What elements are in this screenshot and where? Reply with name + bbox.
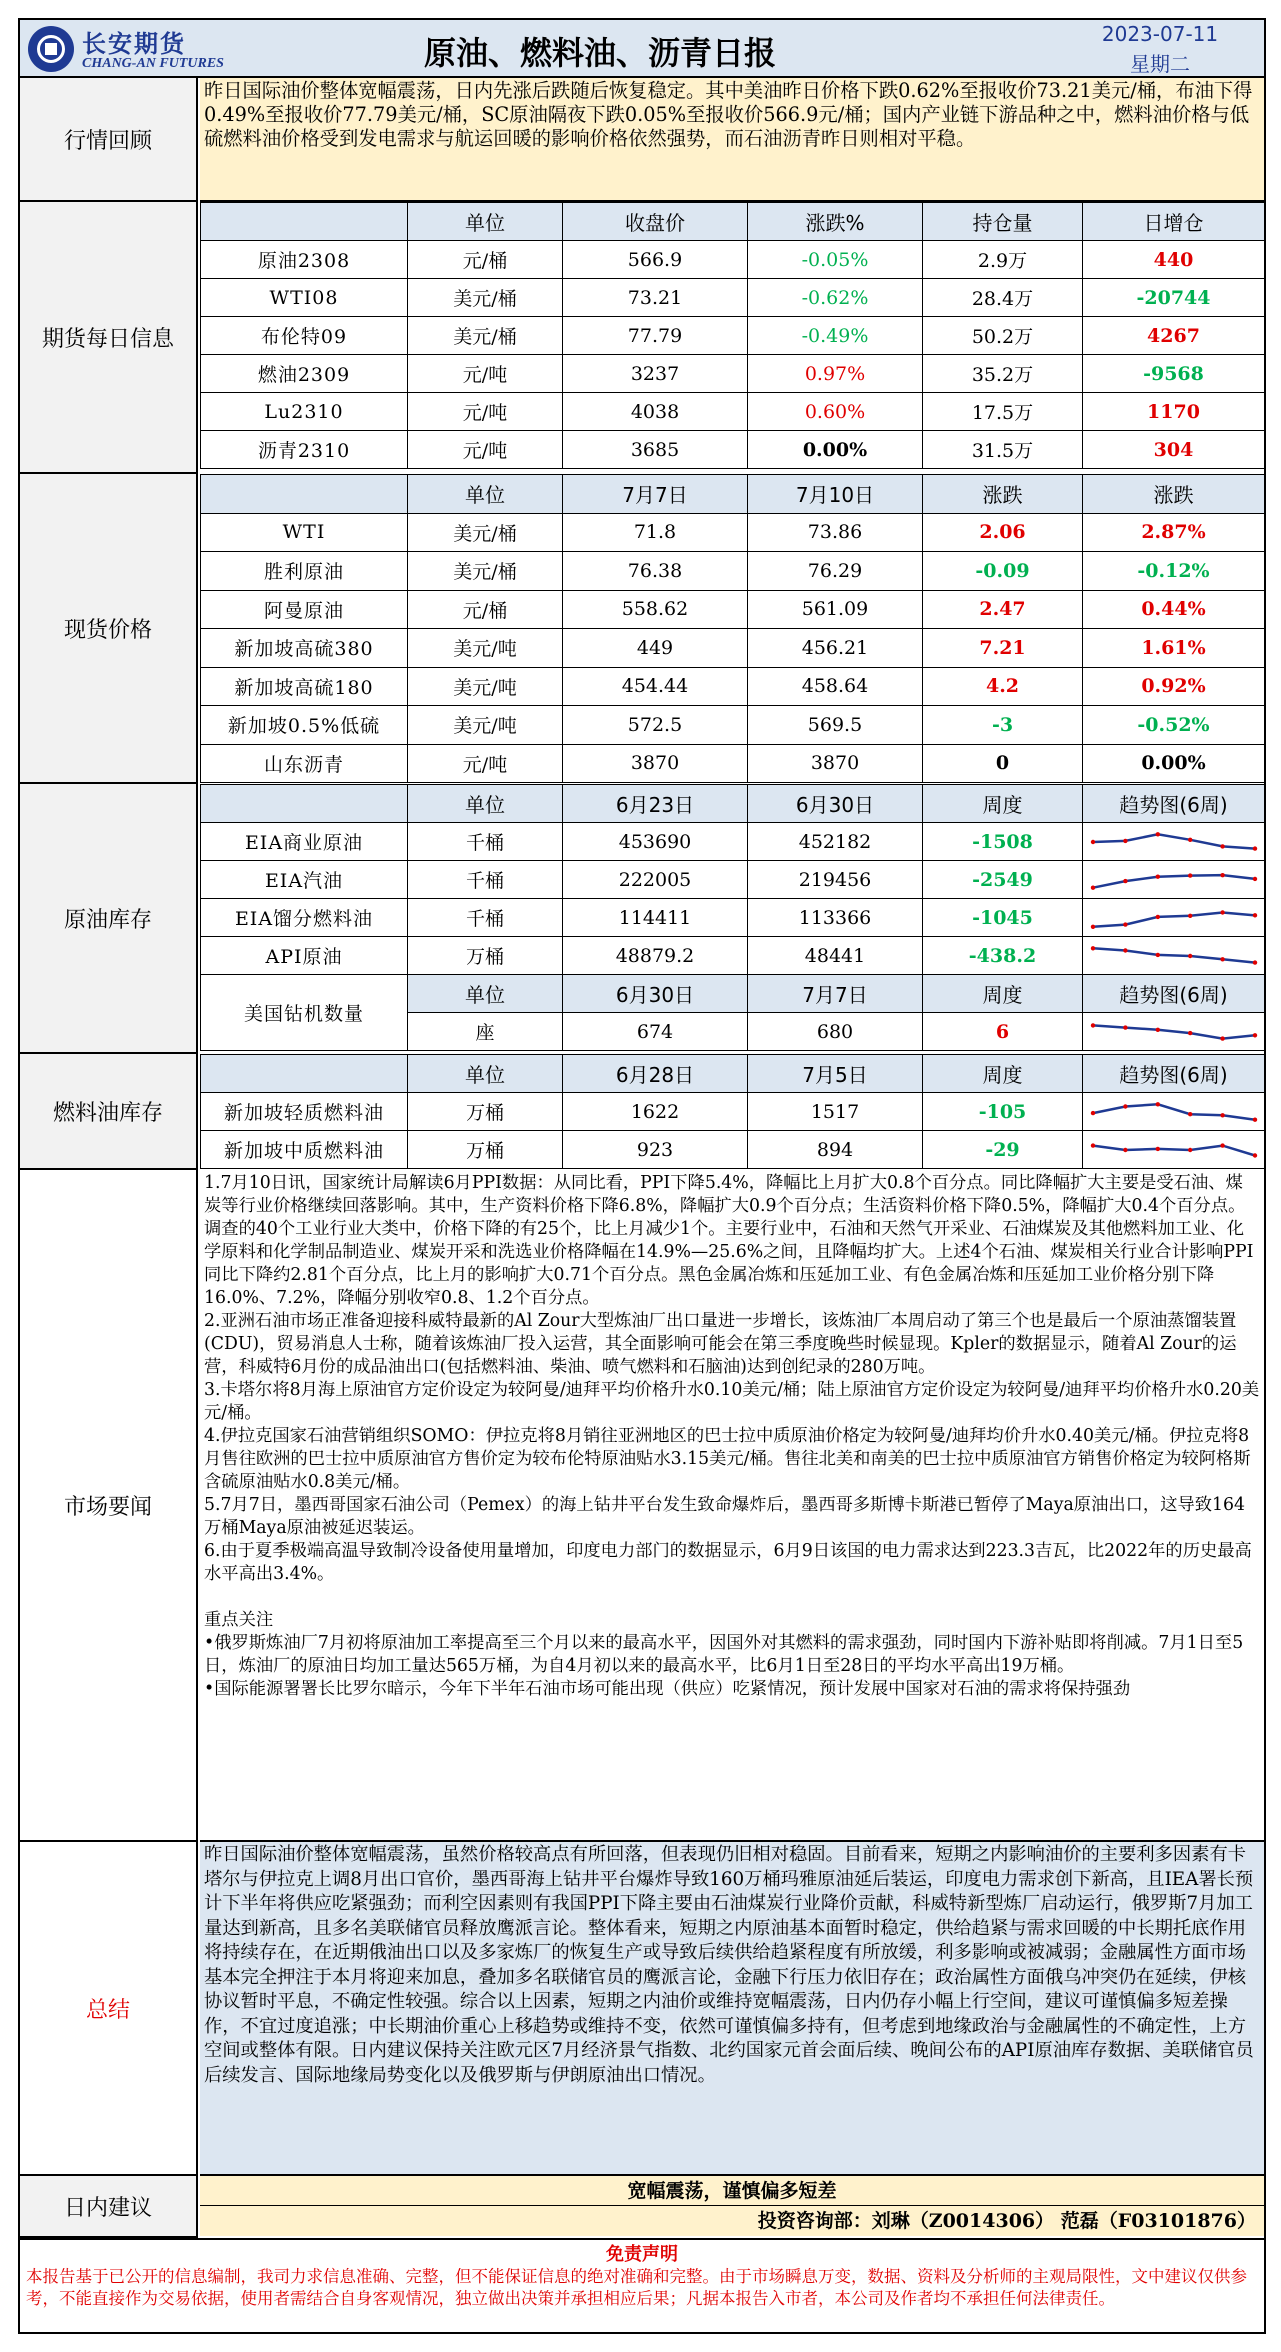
section-news-label: 市场要闻 <box>20 1170 198 1842</box>
weekly-change-cell: -1508 <box>923 823 1083 861</box>
table-row <box>201 861 1265 899</box>
pct-cell: 0.92% <box>1083 667 1265 706</box>
logo-en: CHANG-AN FUTURES <box>82 56 224 71</box>
open-interest-cell: 2.9万 <box>923 241 1083 279</box>
oi-change-cell: -9568 <box>1083 355 1265 393</box>
table-row <box>201 667 1265 706</box>
row-name: 燃油2309 <box>201 355 408 393</box>
row-name: WTI08 <box>201 279 408 317</box>
row-name: 新加坡中质燃料油 <box>201 1131 408 1169</box>
summary-text: 昨日国际油价整体宽幅震荡，虽然价格较高点有所回落，但表现仍旧相对稳固。目前看来，短期之内影响油价的主要利多因素有卡塔尔与伊拉克上调8月出口官价，墨西哥海上钻井平台爆炸导致160万桶玛雅原油延后装运，印度电力需求创下新高，且IEA署长预计下半年将供应吃紧强劲；而利空因素则有我国PPI下降主要由石油煤炭行业降价贡献，科威特新型炼厂启动运行，俄罗斯7月加工量达到新高，且多名美联储官员释放鹰派言论。整体看来，短期之内原油基本面暂时稳定，供给趋紧与需求回暖的中长期托底作用将持续存在，在近期俄油出口以及多家炼厂的恢复生产或导致后续供给趋紧程度有所放缓，利多影响或被减弱；金融属性方面市场基本完全押注于本月将迎来加息，叠加多名联储官员的鹰派言论，金融下行压力依旧存在；政治属性方面俄乌冲突仍在延续，伊核协议暂时平息，不确定性较强。综合以上因素，短期之内油价或维持宽幅震荡，日内仍存小幅上行空间，建议可谨慎偏多短差操作，不宜过度追涨；中长期油价重心上移趋势或维持不变，依然可谨慎偏多持有，但考虑到地缘政治与金融属性的不确定性，上方空间或整体有限。日内建议保持关注欧元区7月经济景气指数、北约国家元首会面后续、晚间公布的API原油库存数据、美联储官员后续发言、国际地缘局势变化以及俄罗斯与伊朗原油出口情况。 <box>200 1842 1264 2176</box>
value-cell: 1622 <box>563 1093 748 1131</box>
unit-cell: 元/吨 <box>408 393 563 431</box>
trend-cell <box>1083 861 1265 899</box>
trend-point <box>1155 1027 1159 1031</box>
trend-line <box>1093 1145 1255 1155</box>
section-summary-label: 总结 <box>20 1842 198 2176</box>
pct-cell: 0.00% <box>1083 744 1265 783</box>
trend-point <box>1123 1147 1127 1151</box>
weekly-change-cell: -29 <box>923 1131 1083 1169</box>
price-cell: 3870 <box>748 744 923 783</box>
rig-name: 美国钻机数量 <box>201 975 408 1051</box>
report-page <box>18 18 1266 2334</box>
oi-change-cell: 304 <box>1083 431 1265 469</box>
pct-cell: 0.44% <box>1083 590 1265 629</box>
column-header: 单位 <box>408 975 563 1013</box>
change-cell: 4.2 <box>923 667 1083 706</box>
trend-point <box>1155 914 1159 918</box>
column-header: 7月5日 <box>748 1055 923 1093</box>
section-advice-label: 日内建议 <box>20 2176 198 2238</box>
column-header: 6月28日 <box>563 1055 748 1093</box>
value-cell: 452182 <box>748 823 923 861</box>
column-header <box>201 475 408 514</box>
unit-cell: 美元/桶 <box>408 279 563 317</box>
row-name: EIA汽油 <box>201 861 408 899</box>
table-row <box>201 241 1265 279</box>
report-date: 2023-07-11 <box>1101 22 1219 46</box>
trend-point <box>1155 1102 1159 1106</box>
trend-sparkline <box>1089 865 1259 895</box>
open-interest-cell: 35.2万 <box>923 355 1083 393</box>
trend-point <box>1155 952 1159 956</box>
column-header: 单位 <box>408 475 563 514</box>
row-name: 布伦特09 <box>201 317 408 355</box>
section-fuel-inv-label: 燃料油库存 <box>20 1054 198 1170</box>
column-header: 周度 <box>923 1055 1083 1093</box>
unit-cell: 美元/吨 <box>408 667 563 706</box>
report-title: 原油、燃料油、沥青日报 <box>423 34 776 72</box>
news-paragraph: 1.7月10日讯，国家统计局解读6月PPI数据：从同比看，PPI下降5.4%，降幅比上月扩大0.8个百分点。同比降幅扩大主要是受石油、煤炭等行业价格继续回落影响。其中，生产资料价格下降6.8%，降幅扩大0.9个百分点；生活资料价格下降0.5%，降幅扩大0.4个百分点。调查的40个工业行业大类中，价格下降的有25个，比上月减少1个。主要行业中，石油和天然气开采业、石油煤炭及其他燃料加工业、化学原料和化学制品制造业、煤炭开采和洗选业价格降幅在14.9%—25.6%之间，且降幅均扩大。上述4个石油、煤炭相关行业合计影响PPI同比下降约2.81个百分点，比上月的影响扩大0.71个百分点。黑色金属冶炼和压延加工业、有色金属冶炼和压延加工业价格分别下降16.0%、7.2%，降幅分别收窄0.8、1.2个百分点。 <box>204 1173 1254 1308</box>
unit-cell: 千桶 <box>408 861 563 899</box>
column-header: 单位 <box>408 1055 563 1093</box>
column-header: 日增仓 <box>1083 203 1265 241</box>
trend-point <box>1188 1147 1192 1151</box>
fuel-inv-table <box>200 1054 1265 1169</box>
trend-point <box>1220 957 1224 961</box>
change-cell: 2.47 <box>923 590 1083 629</box>
column-header: 持仓量 <box>923 203 1083 241</box>
column-header: 6月23日 <box>563 785 748 823</box>
trend-point <box>1188 837 1192 841</box>
price-cell: 73.86 <box>748 513 923 552</box>
unit-cell: 元/桶 <box>408 241 563 279</box>
trend-point <box>1155 832 1159 836</box>
unit-cell: 千桶 <box>408 823 563 861</box>
table-row <box>201 590 1265 629</box>
row-name: Lu2310 <box>201 393 408 431</box>
trend-cell <box>1083 1131 1265 1169</box>
trend-point <box>1123 922 1127 926</box>
trend-point <box>1188 913 1192 917</box>
oi-change-cell: -20744 <box>1083 279 1265 317</box>
trend-point <box>1090 946 1094 950</box>
change-cell: -0.09 <box>923 552 1083 591</box>
oi-change-cell: 4267 <box>1083 317 1265 355</box>
table-header-row <box>201 475 1265 514</box>
value-cell: 894 <box>748 1131 923 1169</box>
price-cell: 76.38 <box>563 552 748 591</box>
futures-table <box>200 202 1265 469</box>
change-cell: -0.49% <box>748 317 923 355</box>
column-header: 趋势图(6周) <box>1083 785 1265 823</box>
unit-cell: 美元/桶 <box>408 317 563 355</box>
column-header: 收盘价 <box>563 203 748 241</box>
open-interest-cell: 28.4万 <box>923 279 1083 317</box>
unit-cell: 千桶 <box>408 899 563 937</box>
disclaimer-title: 免责声明 <box>606 2244 678 2265</box>
value-cell: 222005 <box>563 861 748 899</box>
consultant-text: 投资咨询部：刘琳（Z0014306） 范磊（F03101876） <box>200 2206 1264 2236</box>
section-review-label: 行情回顾 <box>20 78 198 202</box>
price-cell: 76.29 <box>748 552 923 591</box>
close-cell: 3685 <box>563 431 748 469</box>
news-paragraph: •国际能源署署长比罗尔暗示，今年下半年石油市场可能出现（供应）吃紧情况，预计发展中国家对石油的需求将保持强劲 <box>204 1679 1131 1699</box>
trend-cell <box>1083 937 1265 975</box>
column-header: 7月10日 <box>748 475 923 514</box>
value-cell: 219456 <box>748 861 923 899</box>
change-cell: -0.62% <box>748 279 923 317</box>
trend-point <box>1188 1030 1192 1034</box>
weekly-change-cell: 6 <box>923 1013 1083 1051</box>
unit-cell: 万桶 <box>408 937 563 975</box>
table-header-row <box>201 785 1265 823</box>
change-cell: 0 <box>923 744 1083 783</box>
news-paragraph: 4.伊拉克国家石油营销组织SOMO：伊拉克将8月销往亚洲地区的巴士拉中质原油价格定为较阿曼/迪拜均价升水0.40美元/桶。伊拉克将8月售往欧洲的巴士拉中质原油官方售价定为较布伦特原油贴水3.15美元/桶。售往北美和南美的巴士拉中质原油官方销售价格定为较阿格斯含硫原油贴水0.8美元/桶。 <box>204 1426 1251 1492</box>
change-cell: -0.05% <box>748 241 923 279</box>
column-header <box>201 785 408 823</box>
trend-cell <box>1083 823 1265 861</box>
trend-point <box>1220 1113 1224 1117</box>
table-row <box>201 552 1265 591</box>
unit-cell: 美元/桶 <box>408 513 563 552</box>
trend-point <box>1090 885 1094 889</box>
trend-line <box>1093 875 1255 888</box>
value-cell: 923 <box>563 1131 748 1169</box>
table-row <box>201 744 1265 783</box>
table-row <box>201 899 1265 937</box>
close-cell: 3237 <box>563 355 748 393</box>
news-paragraph: •俄罗斯炼油厂7月初将原油加工率提高至三个月以来的最高水平，因国外对其燃料的需求强劲，同时国内下游补贴即将削减。7月1日至5日，炼油厂的原油日均加工量达565万桶，为自4月初以来的最高水平，比6月1日至28日的平均水平高出19万桶。 <box>204 1633 1244 1676</box>
trend-point <box>1252 1117 1256 1121</box>
column-header: 涨跌 <box>923 475 1083 514</box>
trend-point <box>1220 872 1224 876</box>
trend-point <box>1188 953 1192 957</box>
unit-cell: 元/吨 <box>408 431 563 469</box>
row-name: 原油2308 <box>201 241 408 279</box>
change-cell: 2.06 <box>923 513 1083 552</box>
weekly-change-cell: -438.2 <box>923 937 1083 975</box>
close-cell: 566.9 <box>563 241 748 279</box>
column-header: 单位 <box>408 203 563 241</box>
advice-text: 宽幅震荡，谨慎偏多短差 <box>200 2176 1264 2206</box>
price-cell: 558.62 <box>563 590 748 629</box>
trend-sparkline <box>1089 903 1259 933</box>
value-cell: 674 <box>563 1013 748 1051</box>
column-header: 涨跌% <box>748 203 923 241</box>
column-header: 趋势图(6周) <box>1083 975 1265 1013</box>
row-name: API原油 <box>201 937 408 975</box>
row-name: 新加坡0.5%低硫 <box>201 706 408 745</box>
trend-point <box>1155 874 1159 878</box>
value-cell: 680 <box>748 1013 923 1051</box>
news-paragraph: 2.亚洲石油市场正准备迎接科威特最新的Al Zour大型炼油厂出口量进一步增长，该炼油厂本周启动了第三个也是最后一个原油蒸馏装置(CDU)，贸易消息人士称，随着该炼油厂投入运营，其全面影响可能会在第三季度晚些时候显现。Kpler的数据显示，随着Al Zour的运营，科威特6月份的成品油出口(包括燃料油、柴油、喷气燃料和石脑油)达到创纪录的280万吨。 <box>204 1311 1237 1377</box>
oi-change-cell: 440 <box>1083 241 1265 279</box>
section-futures-label: 期货每日信息 <box>20 202 198 474</box>
close-cell: 77.79 <box>563 317 748 355</box>
trend-line <box>1093 1025 1255 1038</box>
price-cell: 572.5 <box>563 706 748 745</box>
table-row <box>201 937 1265 975</box>
trend-cell <box>1083 899 1265 937</box>
advice-box <box>200 2176 1264 2238</box>
price-cell: 561.09 <box>748 590 923 629</box>
trend-point <box>1090 1143 1094 1147</box>
logo-icon <box>28 26 74 72</box>
section-spot-label: 现货价格 <box>20 474 198 784</box>
weekly-change-cell: -105 <box>923 1093 1083 1131</box>
table-row <box>201 513 1265 552</box>
column-header: 单位 <box>408 785 563 823</box>
crude-inv-table <box>200 784 1265 1051</box>
section-crude-inv-label: 原油库存 <box>20 784 198 1054</box>
trend-point <box>1123 1104 1127 1108</box>
trend-point <box>1220 1036 1224 1040</box>
row-name: 胜利原油 <box>201 552 408 591</box>
column-header: 7月7日 <box>563 475 748 514</box>
table-row <box>201 431 1265 469</box>
trend-point <box>1252 846 1256 850</box>
trend-point <box>1188 1112 1192 1116</box>
trend-point <box>1123 948 1127 952</box>
row-name: 沥青2310 <box>201 431 408 469</box>
trend-sparkline <box>1089 827 1259 857</box>
table-row <box>201 393 1265 431</box>
column-header: 周度 <box>923 975 1083 1013</box>
change-cell: 0.60% <box>748 393 923 431</box>
change-cell: 7.21 <box>923 629 1083 668</box>
pct-cell: -0.12% <box>1083 552 1265 591</box>
row-name: 新加坡轻质燃料油 <box>201 1093 408 1131</box>
trend-line <box>1093 834 1255 848</box>
change-cell: -3 <box>923 706 1083 745</box>
row-name: EIA馏分燃料油 <box>201 899 408 937</box>
row-name: EIA商业原油 <box>201 823 408 861</box>
close-cell: 73.21 <box>563 279 748 317</box>
trend-point <box>1252 960 1256 964</box>
report-header <box>20 20 1264 78</box>
column-header <box>201 203 408 241</box>
close-cell: 4038 <box>563 393 748 431</box>
news-paragraph: 3.卡塔尔将8月海上原油官方定价设定为较阿曼/迪拜平均价格升水0.10美元/桶；陆上原油官方定价设定为较阿曼/迪拜平均价格升水0.20美元/桶。 <box>204 1380 1260 1423</box>
trend-sparkline <box>1089 941 1259 971</box>
logo-cn: 长安期货 <box>82 30 186 58</box>
review-text: 昨日国际油价整体宽幅震荡，日内先涨后跌随后恢复稳定。其中美油昨日价格下跌0.62%至报收价73.21美元/桶，布油下得0.49%至报收价77.79美元/桶，SC原油隔夜下跌0.05%至报收价566.9元/桶；国内产业链下游品种之中，燃料油价格与低硫燃料油价格受到发电需求与航运回暖的影响价格依然强势，而石油沥青昨日则相对平稳。 <box>200 78 1264 202</box>
column-header: 涨跌 <box>1083 475 1265 514</box>
price-cell: 71.8 <box>563 513 748 552</box>
rig-header-row <box>201 975 1265 1013</box>
column-header: 6月30日 <box>748 785 923 823</box>
trend-point <box>1090 1023 1094 1027</box>
trend-point <box>1220 1143 1224 1147</box>
table-row <box>201 355 1265 393</box>
table-row <box>201 1093 1265 1131</box>
disclaimer-text: 本报告基于已公开的信息编制，我司力求信息准确、完整，但不能保证信息的绝对准确和完整。由于市场瞬息万变，数据、资料及分析师的主观局限性，文中建议仅供参考，不能直接作为交易依据，使用者需结合自身客观情况，独立做出决策并承担相应后果；凡据本报告入市者，本公司及作者均不承担任何法律责任。 <box>26 2267 1247 2308</box>
unit-cell: 万桶 <box>408 1093 563 1131</box>
price-cell: 569.5 <box>748 706 923 745</box>
trend-point <box>1123 1025 1127 1029</box>
trend-point <box>1252 1153 1256 1157</box>
news-paragraph <box>204 1586 1260 1609</box>
open-interest-cell: 31.5万 <box>923 431 1083 469</box>
unit-cell: 美元/吨 <box>408 629 563 668</box>
price-cell: 449 <box>563 629 748 668</box>
news-text <box>200 1170 1264 1842</box>
trend-point <box>1252 1033 1256 1037</box>
trend-point <box>1220 910 1224 914</box>
table-header-row <box>201 1055 1265 1093</box>
trend-sparkline <box>1089 1135 1259 1165</box>
table-row <box>201 317 1265 355</box>
unit-cell: 元/吨 <box>408 744 563 783</box>
table-row <box>201 279 1265 317</box>
table-row <box>201 706 1265 745</box>
price-cell: 454.44 <box>563 667 748 706</box>
trend-sparkline <box>1089 1017 1259 1047</box>
price-cell: 456.21 <box>748 629 923 668</box>
open-interest-cell: 50.2万 <box>923 317 1083 355</box>
trend-line <box>1093 912 1255 926</box>
row-name: 阿曼原油 <box>201 590 408 629</box>
row-name: 山东沥青 <box>201 744 408 783</box>
trend-point <box>1090 839 1094 843</box>
trend-point <box>1123 878 1127 882</box>
table-row <box>201 823 1265 861</box>
trend-cell <box>1083 1093 1265 1131</box>
column-header: 7月7日 <box>748 975 923 1013</box>
column-header: 趋势图(6周) <box>1083 1055 1265 1093</box>
column-header: 周度 <box>923 785 1083 823</box>
trend-point <box>1090 1110 1094 1114</box>
unit-cell: 座 <box>408 1013 563 1051</box>
unit-cell: 元/吨 <box>408 355 563 393</box>
pct-cell: 1.61% <box>1083 629 1265 668</box>
price-cell: 458.64 <box>748 667 923 706</box>
change-cell: 0.00% <box>748 431 923 469</box>
trend-line <box>1093 1104 1255 1119</box>
row-name: 新加坡高硫180 <box>201 667 408 706</box>
oi-change-cell: 1170 <box>1083 393 1265 431</box>
value-cell: 48879.2 <box>563 937 748 975</box>
spot-table <box>200 474 1265 783</box>
value-cell: 48441 <box>748 937 923 975</box>
unit-cell: 万桶 <box>408 1131 563 1169</box>
pct-cell: -0.52% <box>1083 706 1265 745</box>
trend-point <box>1090 924 1094 928</box>
trend-cell <box>1083 1013 1265 1051</box>
trend-point <box>1188 873 1192 877</box>
trend-sparkline <box>1089 1097 1259 1127</box>
trend-point <box>1220 844 1224 848</box>
disclaimer <box>20 2242 1264 2312</box>
change-cell: 0.97% <box>748 355 923 393</box>
trend-point <box>1252 913 1256 917</box>
price-cell: 3870 <box>563 744 748 783</box>
weekly-change-cell: -2549 <box>923 861 1083 899</box>
column-header <box>201 1055 408 1093</box>
unit-cell: 美元/吨 <box>408 706 563 745</box>
value-cell: 453690 <box>563 823 748 861</box>
trend-point <box>1123 838 1127 842</box>
trend-point <box>1252 876 1256 880</box>
value-cell: 114411 <box>563 899 748 937</box>
open-interest-cell: 17.5万 <box>923 393 1083 431</box>
trend-point <box>1155 1146 1159 1150</box>
value-cell: 1517 <box>748 1093 923 1131</box>
news-paragraph: 6.由于夏季极端高温导致制冷设备使用量增加，印度电力部门的数据显示，6月9日该国的电力需求达到223.3吉瓦，比2022年的历史最高水平高出3.4%。 <box>204 1541 1252 1584</box>
news-paragraph: 重点关注 <box>204 1610 274 1630</box>
row-name: 新加坡高硫380 <box>201 629 408 668</box>
unit-cell: 美元/桶 <box>408 552 563 591</box>
trend-line <box>1093 948 1255 962</box>
row-name: WTI <box>201 513 408 552</box>
weekly-change-cell: -1045 <box>923 899 1083 937</box>
table-row <box>201 629 1265 668</box>
news-paragraph: 5.7月7日，墨西哥国家石油公司（Pemex）的海上钻井平台发生致命爆炸后，墨西哥多斯博卡斯港已暂停了Maya原油出口，这导致164万桶Maya原油被延迟装运。 <box>204 1495 1246 1538</box>
report-weekday: 星期二 <box>1130 52 1190 76</box>
column-header: 6月30日 <box>563 975 748 1013</box>
pct-cell: 2.87% <box>1083 513 1265 552</box>
table-row <box>201 1131 1265 1169</box>
value-cell: 113366 <box>748 899 923 937</box>
table-header-row <box>201 203 1265 241</box>
unit-cell: 元/桶 <box>408 590 563 629</box>
